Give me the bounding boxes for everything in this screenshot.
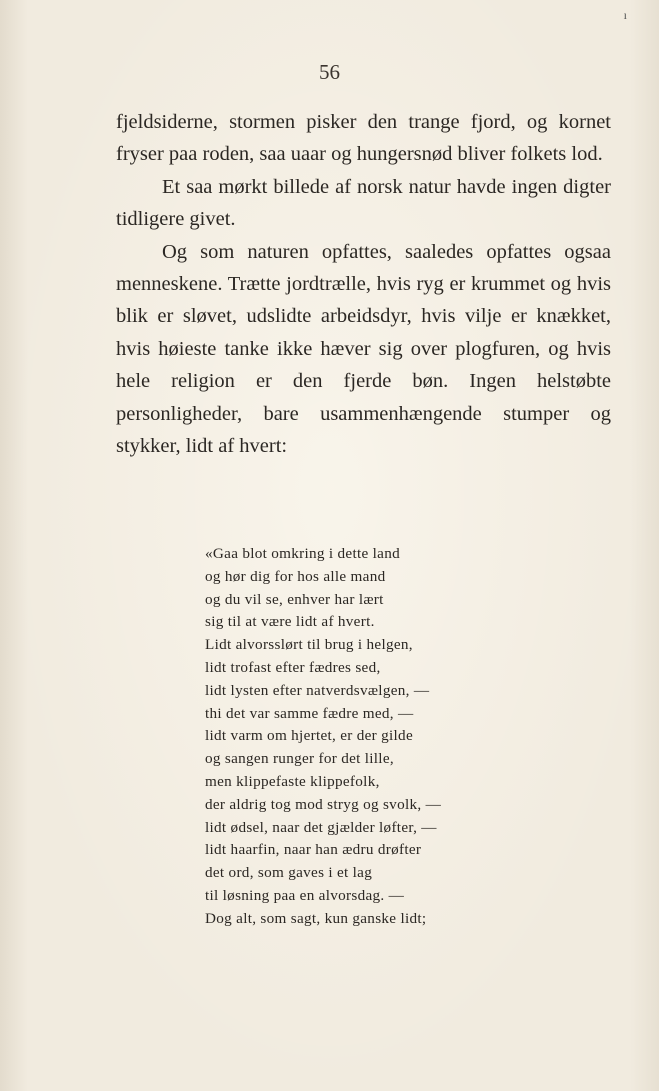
page-number: 56 — [319, 60, 340, 84]
paragraph: Og som naturen opfattes, saaledes opfattes ogsaa menneskene. Trætte jordtrælle, hvis ryg er krummet og hvis blik er sløvet, udslidte arbeidsdyr, hvis vilje er knækket, hvis høieste tanke ikke hæver sig over plogfuren, og hvis hele religion er den fjerde bøn. Ingen helstøbte personligheder, bare usammenhængende stumper og stykker, lidt af hvert: — [116, 240, 611, 458]
poem-line: «Gaa blot omkring i dette land — [205, 545, 401, 562]
poem-line: lidt lysten efter natverdsvælgen, — — [205, 681, 430, 699]
poem-line: lidt trofast efter fædres sed, — [205, 658, 381, 676]
poem-line: sig til at være lidt af hvert. — [205, 613, 375, 631]
poem-line: thi det var samme fædre med, — — [205, 704, 414, 722]
poem-line: der aldrig tog mod stryg og svolk, — — [205, 795, 442, 813]
poem-line: men klippefaste klippefolk, — [205, 772, 380, 790]
poem-line: til løsning paa en alvorsdag. — — [205, 886, 405, 904]
poem-line: det ord, som gaves i et lag — [205, 864, 373, 882]
poem-line: og sangen runger for det lille, — [205, 750, 394, 768]
poem-line: lidt ødsel, naar det gjælder løfter, — — [205, 818, 437, 836]
paragraph: Et saa mørkt billede af norsk natur havde ingen digter tidligere givet. — [116, 175, 611, 231]
poem-line: Lidt alvorsslørt til brug i helgen, — [205, 636, 413, 654]
poem-line: og du vil se, enhver har lært — [205, 590, 384, 608]
poem-line: lidt haarfin, naar han ædru drøfter — [205, 841, 422, 859]
body-text — [116, 106, 611, 462]
poem-line: og hør dig for hos alle mand — [205, 567, 386, 585]
edge-mark: ı — [623, 8, 627, 22]
poem-line: lidt varm om hjertet, er der gilde — [205, 727, 413, 745]
poem-line: Dog alt, som sagt, kun ganske lidt; — [205, 909, 427, 927]
poem-quotation — [205, 543, 535, 931]
paragraph-continuation: fjeldsiderne, stormen pisker den trange fjord, og kornet fryser paa roden, saa uaar og hungersnød bliver folkets lod. — [116, 111, 611, 166]
